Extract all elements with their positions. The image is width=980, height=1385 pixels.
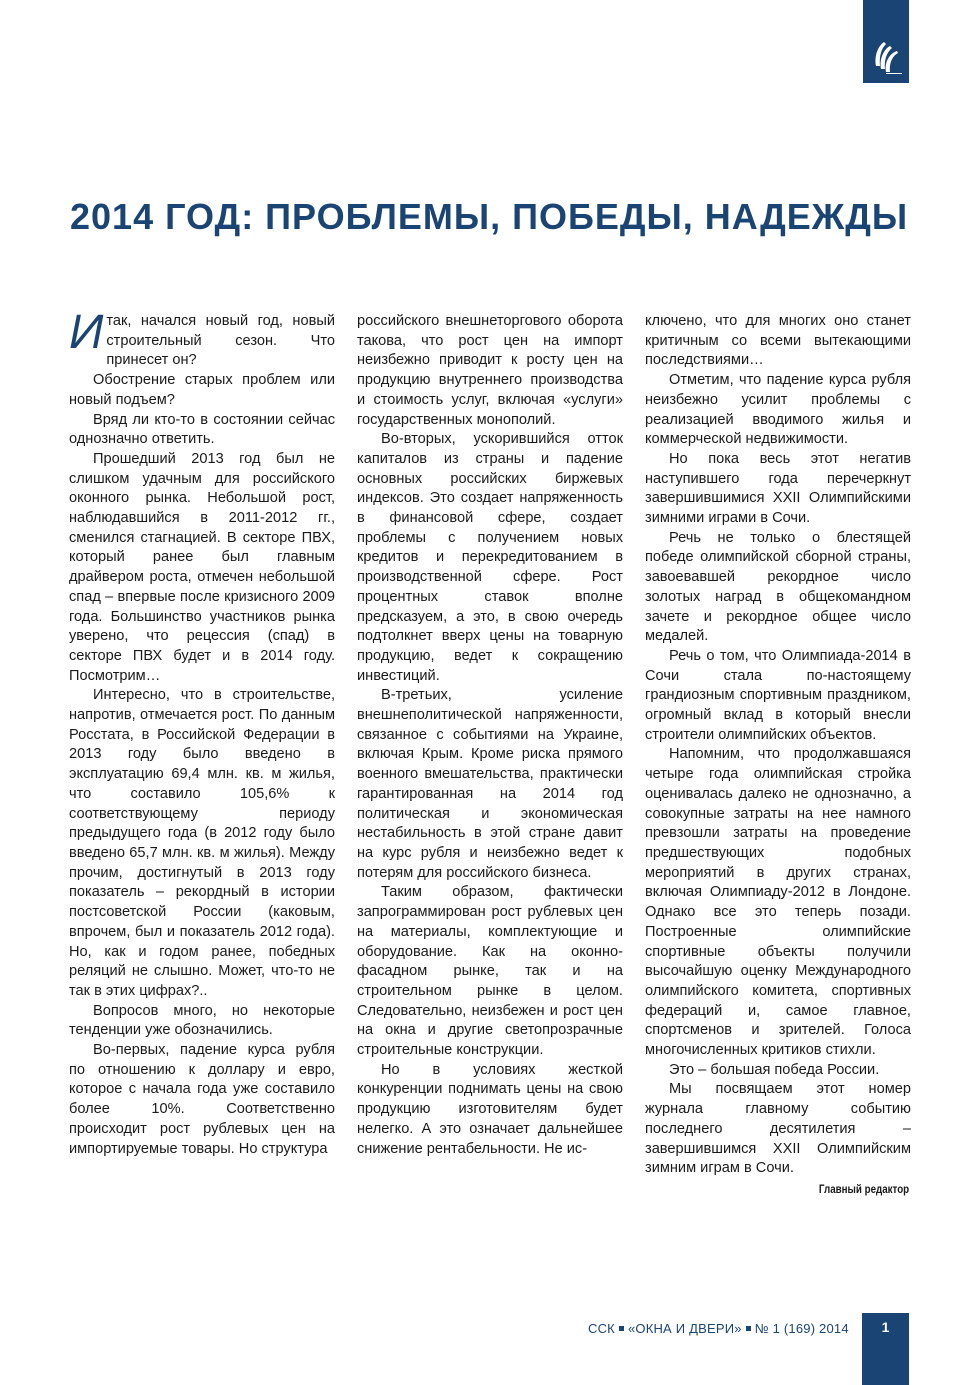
article-column-3	[645, 312, 911, 1179]
square-bullet-icon	[619, 1326, 624, 1331]
paragraph: российского внешнеторгового оборота такова, что рост цен на импорт неизбежно приводит к росту цен на продукцию внутреннего производства и стоимость услуг, включая «услуги» государственных монополий.	[357, 313, 623, 428]
paragraph: Это – большая победа России.	[669, 1061, 880, 1078]
paragraph: Во-вторых, ускорившийся отток капиталов из страны и падение основных российских биржевых индексов. Это создает напряженность в финансовой сфере, создает проблемы с получением новых кредитов и перекредитованием в производственной сфере. Рост процентных ставок вполне предсказуем, а это, в свою очередь подтолкнет вверх цены на товарную продукцию, ведет к сокращению инвестиций.	[357, 431, 623, 684]
footer-issue: № 1 (169) 2014	[754, 1321, 849, 1336]
page-number-tab	[862, 1313, 909, 1385]
footer-publisher: ССК	[588, 1321, 615, 1336]
paragraph: Речь не только о блестящей победе олимпийской сборной страны, завоевавшей рекордное число золотых наград в общекомандном зачете и рекордное общее число медалей.	[645, 529, 911, 645]
paragraph: Но в условиях жесткой конкуренции поднимать цены на свою продукцию изготовителям будет нелегко. А это означает дальнейшее снижение рентабельности. Не ис-	[357, 1061, 623, 1157]
article-column-2	[357, 312, 623, 1179]
paragraph: Но пока весь этот негатив наступившего года перечеркнут завершившимися XXII Олимпийскими зимними играми в Сочи.	[645, 450, 911, 527]
paragraph: Мы посвящаем этот номер журнала главному событию последнего десятилетия – завершившимся XXII Олимпийским зимним играм в Сочи.	[645, 1081, 911, 1177]
article-column-1	[69, 306, 335, 1179]
paragraph: ключено, что для многих оно станет критичным со всеми вытекающими последствиями…	[645, 313, 911, 369]
paragraph: Речь о том, что Олимпиада-2014 в Сочи стала по-настоящему грандиозным спортивным праздником, огромный вклад в который внесли строители олимпийских объектов.	[645, 647, 911, 743]
footer-publication-info	[588, 1321, 849, 1336]
paragraph: Итак, начался новый год, новый строительный сезон. Что принесет он?	[69, 306, 335, 369]
drop-cap: И	[69, 306, 104, 359]
paragraph: Таким образом, фактически запрограммирован рост рублевых цен на материалы, комплектующие и оборудование. Как на оконно-фасадном рынке, так и на строительном рынке в целом. Следовательно, неизбежен и рост цен на окна и другие светопрозрачные строительные конструкции.	[357, 884, 623, 1059]
article-body	[69, 306, 911, 1179]
paragraph: Интересно, что в строительстве, напротив, отмечается рост. По данным Росстата, в Российской Федерации в 2013 году было введено в эксплуатацию 69,4 млн. кв. м жилья, что составило 105,6% к соответствующему периоду предыдущего года (в 2012 году было введено 65,7 млн. кв. м жилья). Между прочим, достигнутый в 2013 году показатель – рекордный в истории постсоветской России (каковым, впрочем, был и показатель 2012 года). Но, как и годом ранее, победных реляций не слышно. Может, что-то не так в этих цифрах?..	[69, 687, 335, 999]
paragraph: Вопросов много, но некоторые тенденции уже обозначились.	[69, 1002, 335, 1039]
paragraph: Вряд ли кто-то в состоянии сейчас однозначно ответить.	[69, 411, 335, 448]
footer-magazine: «ОКНА И ДВЕРИ»	[627, 1321, 742, 1336]
paragraph: Во-первых, падение курса рубля по отношению к доллару и евро, которое с начала года уже составило более 10%. Соответственно происходит рост рублевых цен на импортируемые товары. Но структура	[69, 1042, 335, 1157]
author-signature: Главный редактор	[818, 1184, 909, 1196]
paragraph: Обострение старых проблем или новый подъем?	[69, 372, 335, 408]
page-number: 1	[881, 1319, 890, 1335]
article-title: 2014 ГОД: ПРОБЛЕМЫ, ПОБЕДЫ, НАДЕЖДЫ	[70, 196, 909, 237]
magazine-logo-tab	[863, 0, 909, 83]
paragraph: Прошедший 2013 год был не слишком удачным для российского оконного рынка. Небольшой рост, наблюдавшийся в 2011-2012 гг., сменился стагнацией. В секторе ПВХ, который ранее был главным драйвером роста, отмечен небольшой спад – впервые после кризисного 2009 года. Большинство участников рынка уверено, что рецессия (спад) в секторе ПВХ будет и в 2014 году. Посмотрим…	[69, 450, 335, 684]
paragraph: В-третьих, усиление внешнеполитической напряженности, связанное с событиями на Украине, включая Крым. Кроме риска прямого военного вмешательства, практически гарантированная на 2014 год политическая и экономическая нестабильность в этой стране давит на курс рубля и неизбежно ведет к потерям для российского бизнеса.	[357, 687, 623, 881]
square-bullet-icon	[746, 1326, 751, 1331]
paragraph: Напомним, что продолжавшаяся четыре года олимпийская стройка оценивалась далеко не однозначно, а совокупные затраты на нее намного превзошли затраты на проведение предшествующих подобных мероприятий в других странах, включая Олимпиаду-2012 в Лондоне. Однако все это теперь позади. Построенные олимпийские спортивные объекты получили высочайшую оценку Международного олимпийского комитета, спортивных федераций и, самое главное, спортсменов и зрителей. Голоса многочисленных критиков стихли.	[645, 746, 911, 1059]
ssk-logo-icon	[870, 36, 904, 76]
paragraph: Отметим, что падение курса рубля неизбежно усилит проблемы с реализацией вводимого жилья и коммерческой недвижимости.	[645, 372, 911, 448]
